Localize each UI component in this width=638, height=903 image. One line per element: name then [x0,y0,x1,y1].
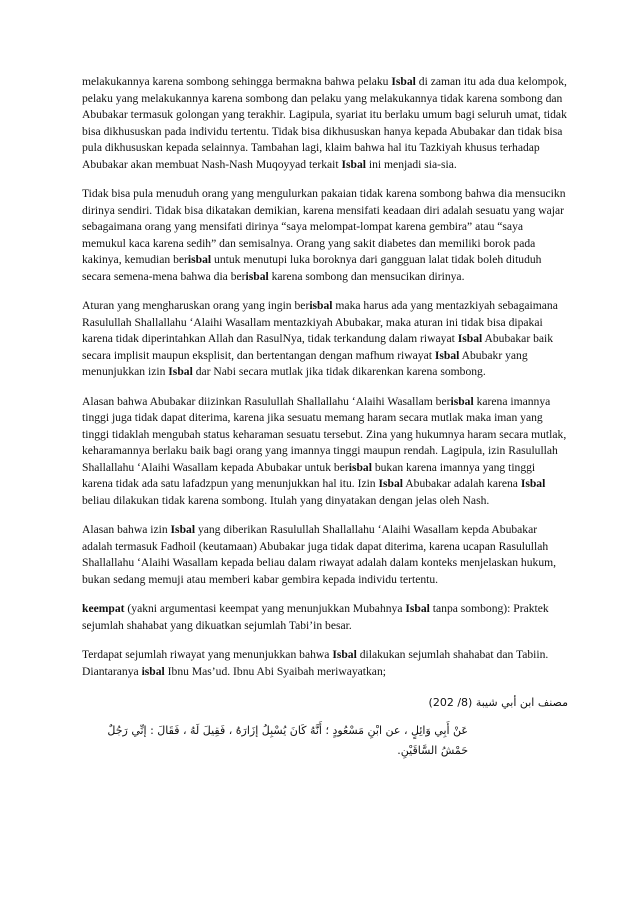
bold-term: Isbal [170,523,196,536]
text-run: untuk menutupi luka boroknya dari gangguan lalat tidak boleh dituduh secara semena-mena bahwa dia ber [82,253,542,283]
text-run: melakukannya karena sombong sehingga bermakna bahwa pelaku [82,75,392,88]
arabic-source-citation: مصنف ابن أبي شيبة (8/ 202) [428,696,568,709]
bold-term: isbal [348,460,372,474]
paragraph [82,522,568,588]
paragraph [82,394,568,510]
text-run: yang diberikan Rasulullah Shallallahu ‘Alaihi Wasallam kepda Abubakar adalah termasuk Fadhoil (keutamaan) Abubakar juga tidak dapat diterima, karena ucapan Rasulullah Shallallahu ‘Alaihi Wasallam kepada beliau dalam riwayat adalah dalam konteks menjelaskan hukum, bukan sedang memuji atau memberi kabar gembira kepada individu tertentu. [82,523,557,586]
text-run: Abubakar baik secara implisit maupun eksplisit, dan bertentangan dengan mafhum riwayat [82,332,554,362]
bold-term: Isbal [457,332,483,345]
bold-term: isbal [450,394,474,408]
bold-term: isbal [245,269,269,283]
text-run: Terdapat sejumlah riwayat yang menunjukkan bahwa [82,648,333,661]
paragraph [82,601,568,634]
arabic-quote: عَنْ أَبِي وَائِلٍ ، عن ابْنِ مَسْعُودٍ ؛ أَنَّهُ كَانَ يُسْبِلُ إزَارَهُ ، فَقِيلَ لَهُ ، فَقَالَ : إنِّي رَجُلٌ حَمْشُ السَّاقَيْنِ. [107,724,468,757]
text-run: Aturan yang mengharuskan orang yang ingin ber [82,299,310,312]
paragraph [82,74,568,173]
bold-term: isbal [141,664,165,678]
text-run: (yakni argumentasi keempat yang menunjukkan Mubahnya [124,602,406,615]
body-text [82,74,568,680]
text-run: Abubakar adalah karena [403,477,521,490]
bold-term: Isbal [391,75,416,88]
bold-term: isbal [187,253,212,266]
bold-term: isbal [309,299,333,312]
text-run: dilakukan sejumlah shahabat dan Tabiin. Diantaranya [82,648,549,678]
bold-term: Isbal [341,157,366,171]
text-run: karena sombong dan mensucikan dirinya. [268,269,465,283]
text-run: Alasan bahwa izin [82,523,171,536]
text-run: bukan karena imannya yang tinggi karena tidak ada satu lafadzpun yang menunjukkan hal itu. Izin [82,460,536,490]
text-run: Abubakr yang menunjukkan izin [82,348,528,378]
text-run: beliau dilakukan tidak karena sombong. Itulah yang dinyatakan dengan jelas oleh Nash. [82,493,490,507]
bold-term: Isbal [520,477,546,490]
text-run: Tidak bisa pula menuduh orang yang mengulurkan pakaian tidak karena sombong bahwa dia mensucikn dirinya sendiri. Tidak bisa dikatakan demikian, karena mensifati keadaan diri adalah sesuatu yang wajar sebagaimana orang yang mensifati dirinya “saya melompat-lompat karena gembira” atau “saya memukul kaca karena sedih” dan semisalnya. Orang yang sakit diabetes dan memiliki borok pada kakinya, kemudian ber [82,187,566,266]
text-run: di zaman itu ada dua kelompok, pelaku yang melakukannya karena sombong dan pelaku yang melakukannya tidak karena sombong dan Abubakar termasuk golongan yang terakhir. Lagipula, syariat itu berlaku umum bagi seluruh umat, tidak bisa dikhususkan pada individu tertentu. Tidak bisa dikhususkan hanya kepada Abubakar dan tidak bisa pula dikhususkan kepada selainnya. Tambahan lagi, klaim bahwa hal itu Tazkiyah khusus terhadap Abubakar akan membuat Nash-Nash Muqoyyad terkait [82,75,567,171]
text-run: dar Nabi secara mutlak jika tidak dikarenkan karena sombong. [192,365,486,378]
paragraph [82,298,568,381]
text-run: Ibnu Mas’ud. Ibnu Abi Syaibah meriwayatkan; [164,664,386,678]
bold-term: Isbal [378,477,404,490]
text-run: karena imannya tinggi juga tidak dapat diterima, karena jika sesuatu memang haram secara mutlak maka iman yang tinggi tidaklah mengubah status keharaman sesuatu tersebut. Zina yang hukumnya haram secara mutlak, keharamannya berlaku baik bagi orang yang imannya tinggi maupun rendah. Lagipula, izin Rasulullah Shallallahu ‘Alaihi Wasallam kepada Abubakar untuk ber [82,394,567,474]
text-run: maka harus ada yang mentazkiyah sebagaimana Rasulullah Shallallahu ‘Alaihi Wasallam mentazkiyah Abubakar, maka aturan ini tidak bisa dipakai karena tidak diperintahkan Allah dan RasulNya, tidak terkandung dalam riwayat [82,299,558,345]
text-run: Alasan bahwa Abubakar diizinkan Rasulullah Shallallahu ‘Alaihi Wasallam ber [82,394,451,408]
bold-term: Isbal [434,348,460,362]
bold-term: Isbal [168,365,193,378]
paragraph [82,186,568,285]
text-run: ini menjadi sia-sia. [366,157,457,171]
paragraph [82,647,568,680]
bold-term: Isbal [405,602,430,615]
bold-term: keempat [82,602,125,615]
text-run: tanpa sombong): Praktek sejumlah shahabat yang dikuatkan sejumlah Tabi’in besar. [82,602,549,632]
document-page [82,74,568,761]
bold-term: Isbal [332,648,357,661]
